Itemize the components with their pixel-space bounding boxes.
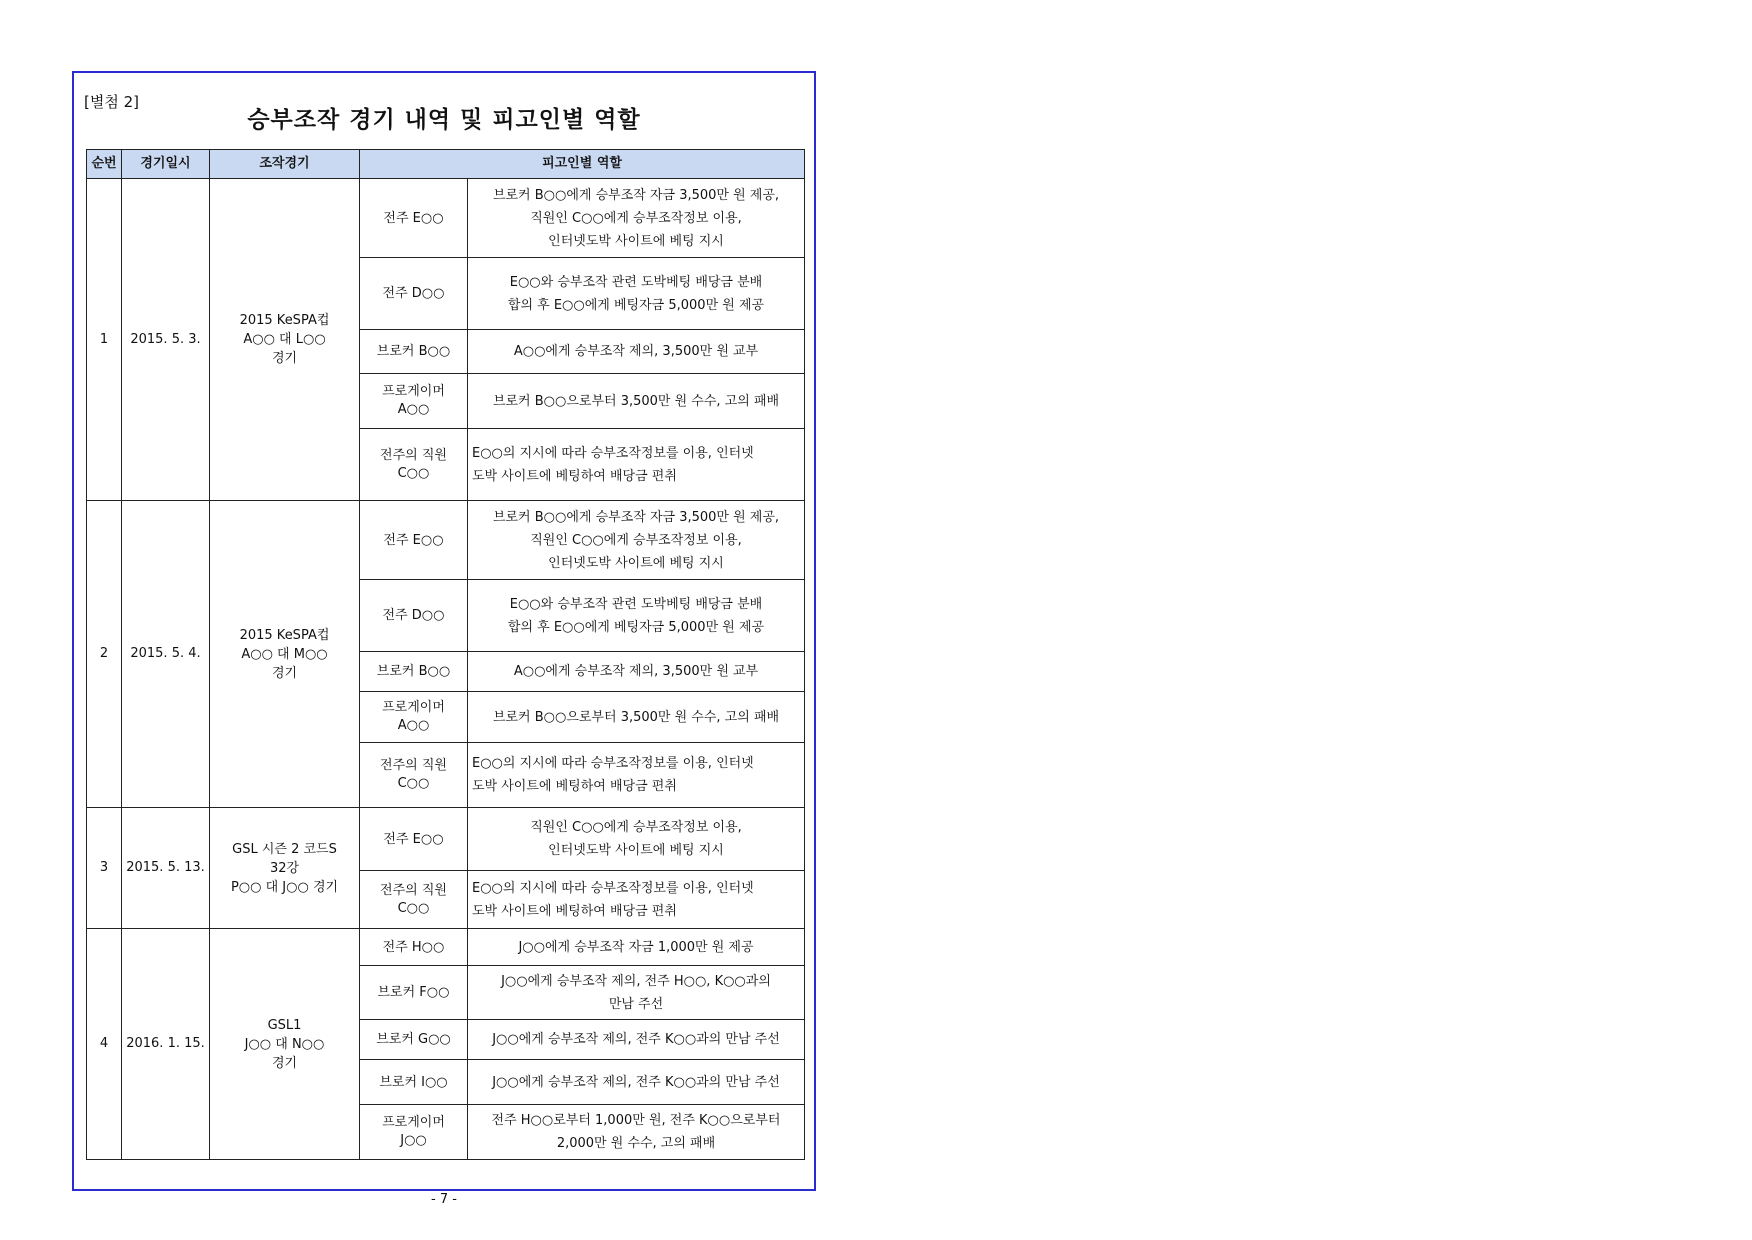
person-line: 브로커 I○○ bbox=[379, 1074, 448, 1090]
description-line: 도박 사이트에 베팅하여 배당금 편취 bbox=[472, 468, 677, 484]
person-line: 전주 E○○ bbox=[383, 532, 444, 548]
cell-person bbox=[360, 1060, 468, 1105]
cell-person bbox=[360, 808, 468, 871]
match-line: 경기 bbox=[271, 351, 298, 366]
cell-role-description bbox=[468, 330, 805, 374]
description-line: 합의 후 E○○에게 베팅자금 5,000만 원 제공 bbox=[507, 619, 765, 635]
description-line: J○○에게 승부조작 제의, 전주 K○○과의 만남 주선 bbox=[492, 1074, 780, 1090]
cell-role-description bbox=[468, 871, 805, 929]
person-line: 전주 D○○ bbox=[382, 286, 445, 301]
person-line: C○○ bbox=[397, 465, 430, 481]
person-line: 프로게이머 bbox=[382, 384, 445, 399]
description-line: 직원인 C○○에게 승부조작정보 이용, bbox=[530, 210, 742, 226]
person-line: 브로커 B○○ bbox=[376, 664, 451, 679]
cell-person bbox=[360, 692, 468, 743]
cell-person bbox=[360, 652, 468, 692]
match-line: A○○ 대 L○○ bbox=[243, 332, 326, 347]
cell-role-description bbox=[468, 929, 805, 966]
match-fixing-table bbox=[86, 149, 805, 1160]
match-line: P○○ 대 J○○ 경기 bbox=[230, 879, 339, 895]
person-line: 브로커 G○○ bbox=[376, 1032, 451, 1047]
match-line: GSL1 bbox=[267, 1017, 302, 1033]
person-line: 브로커 B○○ bbox=[376, 344, 451, 359]
description-line: 2,000만 원 수수, 고의 패배 bbox=[556, 1136, 716, 1151]
person-line: 전주의 직원 bbox=[380, 882, 447, 898]
match-line: J○○ 대 N○○ bbox=[244, 1036, 325, 1052]
person-line: C○○ bbox=[397, 900, 430, 916]
description-line: J○○에게 승부조작 자금 1,000만 원 제공 bbox=[518, 939, 754, 955]
description-line: J○○에게 승부조작 제의, 전주 H○○, K○○과의 bbox=[501, 973, 771, 989]
person-line: C○○ bbox=[397, 776, 430, 791]
description-line: E○○의 지시에 따라 승부조작정보를 이용, 인터넷 bbox=[472, 445, 754, 461]
description-line: 인터넷도박 사이트에 베팅 지시 bbox=[548, 555, 724, 571]
table-row bbox=[87, 808, 805, 871]
cell-match bbox=[210, 929, 360, 1160]
description-line: 인터넷도박 사이트에 베팅 지시 bbox=[548, 843, 724, 858]
description-line: 전주 H○○로부터 1,000만 원, 전주 K○○으로부터 bbox=[491, 1113, 781, 1128]
cell-person bbox=[360, 871, 468, 929]
description-line: 직원인 C○○에게 승부조작정보 이용, bbox=[530, 820, 742, 835]
cell-match bbox=[210, 179, 360, 501]
document-title: 승부조작 경기 내역 및 피고인별 역할 bbox=[247, 107, 641, 133]
cell-role-description bbox=[468, 429, 805, 501]
table-header-row bbox=[87, 150, 805, 179]
match-line: A○○ 대 M○○ bbox=[241, 646, 328, 662]
cell-person bbox=[360, 179, 468, 258]
description-line: A○○에게 승부조작 제의, 3,500만 원 교부 bbox=[513, 344, 759, 359]
description-line: 만남 주선 bbox=[608, 996, 664, 1012]
cell-no: 2 bbox=[87, 501, 122, 808]
cell-no: 3 bbox=[87, 808, 122, 929]
description-line: J○○에게 승부조작 제의, 전주 K○○과의 만남 주선 bbox=[492, 1032, 780, 1047]
match-line: 2015 KeSPA컵 bbox=[239, 313, 330, 328]
cell-person bbox=[360, 580, 468, 652]
description-line: 인터넷도박 사이트에 베팅 지시 bbox=[548, 233, 724, 249]
description-line: E○○와 승부조작 관련 도박베팅 배당금 분배 bbox=[509, 274, 763, 290]
cell-role-description bbox=[468, 692, 805, 743]
person-line: 전주 E○○ bbox=[383, 831, 444, 847]
person-line: 전주 H○○ bbox=[382, 939, 445, 955]
cell-role-description bbox=[468, 966, 805, 1020]
person-line: 전주의 직원 bbox=[380, 447, 447, 463]
person-line: J○○ bbox=[400, 1133, 427, 1148]
cell-match bbox=[210, 501, 360, 808]
person-line: 전주 D○○ bbox=[382, 608, 445, 623]
cell-person bbox=[360, 743, 468, 808]
annex-label: [별첨 2] bbox=[84, 93, 139, 111]
description-line: 도박 사이트에 베팅하여 배당금 편취 bbox=[472, 779, 677, 794]
cell-date: 2016. 1. 15. bbox=[122, 929, 210, 1160]
cell-date: 2015. 5. 4. bbox=[122, 501, 210, 808]
header-roles: 피고인별 역할 bbox=[360, 150, 805, 179]
cell-no: 1 bbox=[87, 179, 122, 501]
table-row bbox=[87, 179, 805, 258]
description-line: 합의 후 E○○에게 베팅자금 5,000만 원 제공 bbox=[507, 297, 765, 313]
table-row bbox=[87, 501, 805, 580]
cell-role-description bbox=[468, 258, 805, 330]
cell-person bbox=[360, 330, 468, 374]
match-line: 2015 KeSPA컵 bbox=[239, 627, 330, 643]
description-line: 도박 사이트에 베팅하여 배당금 편취 bbox=[472, 903, 677, 919]
match-line: GSL 시즌 2 코드S bbox=[232, 841, 337, 857]
cell-person bbox=[360, 1020, 468, 1060]
header-date: 경기일시 bbox=[122, 150, 210, 179]
match-line: 경기 bbox=[271, 665, 298, 681]
description-line: E○○의 지시에 따라 승부조작정보를 이용, 인터넷 bbox=[472, 880, 754, 896]
header-no: 순번 bbox=[87, 150, 122, 179]
person-line: 프로게이머 bbox=[382, 700, 445, 715]
match-line: 32강 bbox=[269, 860, 300, 876]
cell-date: 2015. 5. 13. bbox=[122, 808, 210, 929]
cell-role-description bbox=[468, 1105, 805, 1160]
cell-person bbox=[360, 929, 468, 966]
cell-role-description bbox=[468, 1020, 805, 1060]
person-line: A○○ bbox=[397, 402, 430, 417]
cell-role-description bbox=[468, 179, 805, 258]
person-line: 프로게이머 bbox=[382, 1115, 445, 1130]
table-row bbox=[87, 929, 805, 966]
cell-role-description bbox=[468, 580, 805, 652]
table-body bbox=[87, 179, 805, 1160]
description-line: 직원인 C○○에게 승부조작정보 이용, bbox=[530, 532, 742, 548]
page-number: - 7 - bbox=[431, 1192, 457, 1207]
description-line: E○○와 승부조작 관련 도박베팅 배당금 분배 bbox=[509, 596, 763, 612]
cell-no: 4 bbox=[87, 929, 122, 1160]
description-line: A○○에게 승부조작 제의, 3,500만 원 교부 bbox=[513, 664, 759, 679]
cell-role-description bbox=[468, 1060, 805, 1105]
description-line: 브로커 B○○에게 승부조작 자금 3,500만 원 제공, bbox=[492, 187, 780, 203]
person-line: A○○ bbox=[397, 718, 430, 733]
description-line: 브로커 B○○으로부터 3,500만 원 수수, 고의 패배 bbox=[492, 709, 780, 725]
person-line: 전주 E○○ bbox=[383, 210, 444, 226]
person-line: 전주의 직원 bbox=[380, 758, 447, 773]
cell-role-description bbox=[468, 501, 805, 580]
document-frame bbox=[72, 71, 816, 1191]
cell-person bbox=[360, 374, 468, 429]
cell-role-description bbox=[468, 652, 805, 692]
cell-role-description bbox=[468, 808, 805, 871]
header-match: 조작경기 bbox=[210, 150, 360, 179]
description-line: 브로커 B○○에게 승부조작 자금 3,500만 원 제공, bbox=[492, 509, 780, 525]
cell-role-description bbox=[468, 743, 805, 808]
cell-person bbox=[360, 501, 468, 580]
cell-person bbox=[360, 429, 468, 501]
cell-match bbox=[210, 808, 360, 929]
cell-person bbox=[360, 1105, 468, 1160]
cell-person bbox=[360, 966, 468, 1020]
description-line: 브로커 B○○으로부터 3,500만 원 수수, 고의 패배 bbox=[492, 393, 780, 409]
cell-person bbox=[360, 258, 468, 330]
person-line: 브로커 F○○ bbox=[377, 985, 450, 1000]
match-line: 경기 bbox=[271, 1055, 298, 1071]
description-line: E○○의 지시에 따라 승부조작정보를 이용, 인터넷 bbox=[472, 756, 754, 771]
cell-role-description bbox=[468, 374, 805, 429]
cell-date: 2015. 5. 3. bbox=[122, 179, 210, 501]
